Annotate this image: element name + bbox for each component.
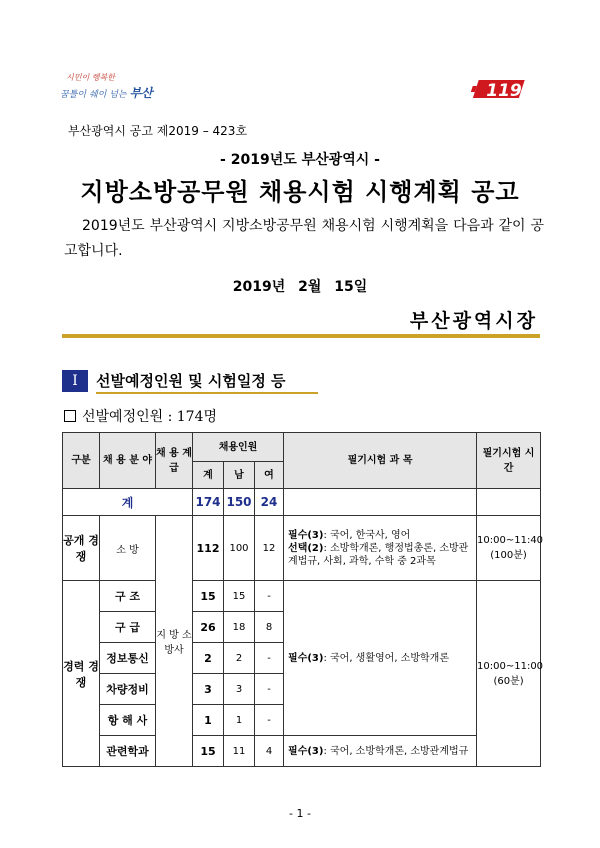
row-female: - xyxy=(255,643,284,674)
header-grade: 채 용 계 급 xyxy=(156,433,193,489)
logo-brand: 부산 xyxy=(129,86,153,100)
row-male: 1 xyxy=(224,705,255,736)
row-male: 18 xyxy=(224,612,255,643)
row-female: 12 xyxy=(255,516,284,581)
row-field: 정보통신 xyxy=(100,643,156,674)
row-female: 4 xyxy=(255,736,284,767)
notice-date: 2019년 2월 15일 xyxy=(232,279,368,295)
grade-cell: 지 방 소방사 xyxy=(156,516,193,767)
sub-heading: 선발예정인원 : 174명 xyxy=(64,406,217,426)
row-female: - xyxy=(255,581,284,612)
group-career: 경력 경쟁 xyxy=(63,581,100,767)
row-total: 15 xyxy=(193,581,224,612)
section-title: 선발예정인원 및 시험일정 등 xyxy=(96,372,286,390)
header-total: 계 xyxy=(193,462,224,489)
section-number-badge: Ⅰ xyxy=(62,370,88,392)
total-female: 24 xyxy=(255,489,284,516)
row-male: 3 xyxy=(224,674,255,705)
divider xyxy=(62,334,540,338)
row-male: 2 xyxy=(224,643,255,674)
row-field: 차량정비 xyxy=(100,674,156,705)
row-female: - xyxy=(255,674,284,705)
header-male: 남 xyxy=(224,462,255,489)
table-row xyxy=(63,736,541,767)
header-female: 여 xyxy=(255,462,284,489)
checkbox-square-icon xyxy=(64,410,76,422)
notice-number: 부산광역시 공고 제2019 – 423호 xyxy=(68,124,248,138)
header-gubun: 구분 xyxy=(63,433,100,489)
row-field: 구 조 xyxy=(100,581,156,612)
issuer-name: 부산광역시장 xyxy=(409,310,538,332)
row-male: 100 xyxy=(224,516,255,581)
busan-logo xyxy=(60,70,153,104)
logo-slogan-line1: 시민이 행복한 xyxy=(66,73,115,82)
table-row xyxy=(63,581,541,612)
header-subjects: 필기시험 과 목 xyxy=(284,433,477,489)
header-time: 필기시험 시 간 xyxy=(477,433,541,489)
row-total: 112 xyxy=(193,516,224,581)
intro-paragraph: 2019년도 부산광역시 지방소방공무원 채용시험 시행계획을 다음과 같이 공고합니다. xyxy=(64,218,544,259)
row-field: 항 해 사 xyxy=(100,705,156,736)
row-total: 26 xyxy=(193,612,224,643)
row-total: 2 xyxy=(193,643,224,674)
time-career: 10:00~11:00 (60분) xyxy=(477,581,541,767)
row-field: 소 방 xyxy=(100,516,156,581)
row-total: 3 xyxy=(193,674,224,705)
page-number: - 1 - xyxy=(289,807,311,820)
subjects-dept: 필수(3): 국어, 소방학개론, 소방관계법규 xyxy=(284,736,477,767)
page-subtitle: - 2019년도 부산광역시 - xyxy=(220,152,380,168)
total-label: 계 xyxy=(63,489,193,516)
row-field: 관련학과 xyxy=(100,736,156,767)
row-male: 11 xyxy=(224,736,255,767)
time-open: 10:00~11:40 (100분) xyxy=(477,516,541,581)
total-count: 174 xyxy=(193,489,224,516)
row-male: 15 xyxy=(224,581,255,612)
group-open: 공개 경쟁 xyxy=(63,516,100,581)
row-total: 1 xyxy=(193,705,224,736)
row-female: - xyxy=(255,705,284,736)
header-people: 채용인원 xyxy=(193,433,284,462)
header-field: 채 용 분 야 xyxy=(100,433,156,489)
subjects-career: 필수(3): 국어, 생활영어, 소방학개론 xyxy=(284,581,477,736)
table-row xyxy=(63,516,541,581)
logo-119-text: 119 xyxy=(486,81,522,101)
recruitment-table xyxy=(62,432,544,767)
section-underline xyxy=(96,392,318,394)
total-row xyxy=(63,489,541,516)
total-male: 150 xyxy=(224,489,255,516)
row-field: 구 급 xyxy=(100,612,156,643)
logo-slogan-line2: 꿈틀이 쉐이 넘는 부산 xyxy=(60,86,153,100)
row-total: 15 xyxy=(193,736,224,767)
fire-119-logo xyxy=(466,76,532,102)
subjects-open: 필수(3): 국어, 한국사, 영어 선택(2): 소방학개론, 행정법총론, 소방관계법규, 사회, 과학, 수학 중 2과목 xyxy=(284,516,477,581)
page-title: 지방소방공무원 채용시험 시행계획 공고 xyxy=(80,178,520,206)
row-female: 8 xyxy=(255,612,284,643)
